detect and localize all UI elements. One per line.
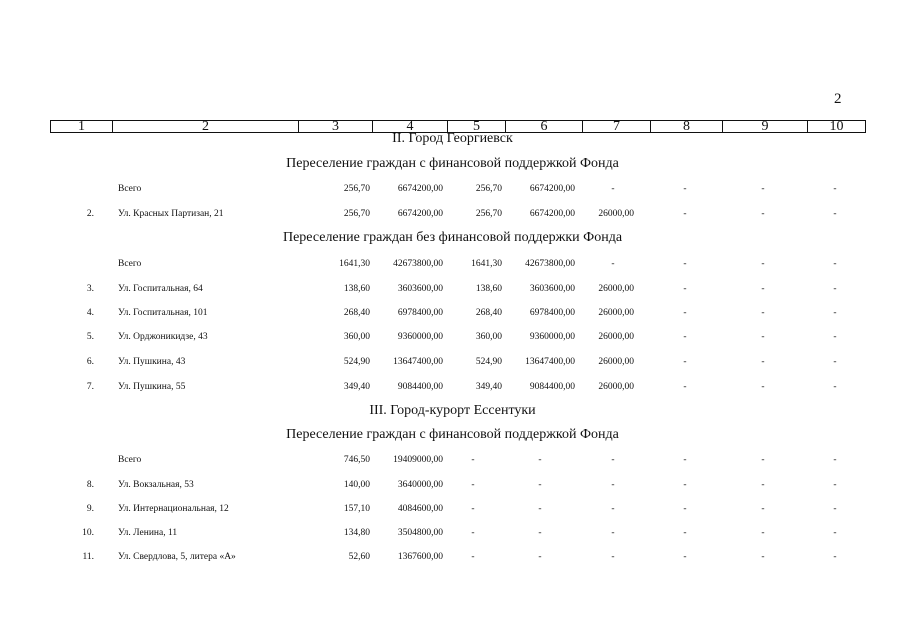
row-address: Ул. Вокзальная, 53 — [118, 480, 194, 490]
header-col-3: 3 — [299, 121, 373, 132]
header-col-8: 8 — [651, 121, 723, 132]
cell-col7: - — [611, 455, 615, 465]
cell-col10: - — [833, 332, 837, 342]
cell-col4: 19409000,00 — [393, 455, 443, 465]
cell-col4: 9360000,00 — [397, 332, 443, 342]
cell-col7: - — [611, 552, 615, 562]
row-number: 4. — [86, 308, 94, 318]
cell-col7: 26000,00 — [598, 209, 634, 219]
cell-col8: - — [683, 259, 687, 269]
cell-col5: 256,70 — [475, 184, 502, 194]
row-address: Ул. Свердлова, 5, литера «А» — [118, 552, 236, 562]
row-address: Ул. Госпитальная, 64 — [118, 284, 203, 294]
cell-col8: - — [683, 284, 687, 294]
cell-col7: - — [611, 184, 615, 194]
cell-col9: - — [761, 284, 765, 294]
cell-col6: - — [538, 480, 542, 490]
header-col-7: 7 — [583, 121, 651, 132]
cell-col8: - — [683, 504, 687, 514]
subsection-title: Переселение граждан с финансовой поддержкой Фонда — [286, 156, 619, 171]
cell-col8: - — [683, 528, 687, 538]
row-number: 7. — [86, 382, 94, 392]
header-col-10: 10 — [829, 119, 844, 134]
cell-col4: 1367600,00 — [397, 552, 443, 562]
cell-col10: - — [833, 284, 837, 294]
table-row — [0, 455, 905, 471]
cell-col10: - — [833, 184, 837, 194]
row-number: 5. — [86, 332, 94, 342]
cell-col3: 349,40 — [343, 382, 370, 392]
cell-col7: 26000,00 — [598, 332, 634, 342]
subsection-title: Переселение граждан без финансовой поддержки Фонда — [282, 230, 623, 245]
cell-col3: 746,50 — [343, 455, 370, 465]
cell-col10: - — [833, 382, 837, 392]
header-col-9: 9 — [723, 121, 808, 132]
cell-col10: - — [833, 552, 837, 562]
cell-col8: - — [683, 455, 687, 465]
cell-col5: 1641,30 — [471, 259, 502, 269]
cell-col6: 13647400,00 — [525, 357, 575, 367]
cell-col10: - — [833, 308, 837, 318]
cell-col6: 6674200,00 — [529, 184, 575, 194]
cell-col8: - — [683, 480, 687, 490]
cell-col9: - — [761, 552, 765, 562]
cell-col8: - — [683, 332, 687, 342]
row-number: 3. — [86, 284, 94, 294]
table-row — [0, 284, 905, 300]
cell-col6: 42673800,00 — [525, 259, 575, 269]
page-number: 2 — [834, 91, 842, 107]
cell-col4: 6674200,00 — [397, 209, 443, 219]
table-row — [0, 357, 905, 373]
cell-col7: - — [611, 504, 615, 514]
row-address: Ул. Интернациональная, 12 — [118, 504, 229, 514]
row-address: Ул. Красных Партизан, 21 — [118, 209, 224, 219]
cell-col10: - — [833, 480, 837, 490]
row-address: Ул. Госпитальная, 101 — [118, 308, 208, 318]
cell-col6: 3603600,00 — [529, 284, 575, 294]
cell-col7: 26000,00 — [598, 284, 634, 294]
table-row — [0, 528, 905, 544]
cell-col5: 360,00 — [475, 332, 502, 342]
cell-col8: - — [683, 357, 687, 367]
row-address: Ул. Орджоникидзе, 43 — [118, 332, 208, 342]
cell-col7: - — [611, 528, 615, 538]
cell-col9: - — [761, 184, 765, 194]
cell-col5: 268,40 — [475, 308, 502, 318]
cell-col4: 3640000,00 — [397, 480, 443, 490]
header-col-4: 4 — [373, 121, 448, 132]
cell-col9: - — [761, 332, 765, 342]
cell-col10: - — [833, 259, 837, 269]
cell-col9: - — [761, 209, 765, 219]
row-address: Ул. Пушкина, 55 — [118, 382, 186, 392]
cell-col3: 140,00 — [343, 480, 370, 490]
cell-col9: - — [761, 357, 765, 367]
cell-col8: - — [683, 184, 687, 194]
table-row — [0, 382, 905, 398]
cell-col10: - — [833, 209, 837, 219]
cell-col9: - — [761, 259, 765, 269]
cell-col5: - — [471, 504, 475, 514]
cell-col9: - — [761, 308, 765, 318]
cell-col8: - — [683, 209, 687, 219]
cell-col6: 9360000,00 — [529, 332, 575, 342]
cell-col3: 134,80 — [343, 528, 370, 538]
cell-col4: 6978400,00 — [397, 308, 443, 318]
table-row — [0, 504, 905, 520]
cell-col5: 256,70 — [475, 209, 502, 219]
row-address: Ул. Пушкина, 43 — [118, 357, 186, 367]
table-row — [0, 480, 905, 496]
cell-col9: - — [761, 455, 765, 465]
cell-col3: 157,10 — [343, 504, 370, 514]
cell-col10: - — [833, 504, 837, 514]
cell-col10: - — [833, 455, 837, 465]
row-number: 6. — [86, 357, 94, 367]
cell-col9: - — [761, 528, 765, 538]
cell-col5: - — [471, 455, 475, 465]
cell-col8: - — [683, 552, 687, 562]
cell-col7: 26000,00 — [598, 382, 634, 392]
row-number: 10. — [82, 528, 94, 538]
cell-col5: - — [471, 480, 475, 490]
table-row — [0, 308, 905, 324]
cell-col5: - — [471, 528, 475, 538]
subsection-title: Переселение граждан с финансовой поддержкой Фонда — [286, 427, 619, 442]
cell-col4: 6674200,00 — [397, 184, 443, 194]
row-number: 2. — [86, 209, 94, 219]
cell-col6: - — [538, 455, 542, 465]
section-title: III. Город-курорт Ессентуки — [369, 403, 536, 418]
cell-col7: - — [611, 259, 615, 269]
cell-col6: 6674200,00 — [529, 209, 575, 219]
cell-col5: 138,60 — [475, 284, 502, 294]
cell-col4: 4084600,00 — [397, 504, 443, 514]
cell-col7: 26000,00 — [598, 308, 634, 318]
cell-col3: 1641,30 — [339, 259, 370, 269]
cell-col3: 138,60 — [343, 284, 370, 294]
cell-col6: - — [538, 504, 542, 514]
cell-col6: 6978400,00 — [529, 308, 575, 318]
table-row — [0, 552, 905, 568]
table-row — [0, 259, 905, 275]
cell-col4: 42673800,00 — [393, 259, 443, 269]
row-number: 11. — [82, 552, 94, 562]
header-col-5: 5 — [448, 121, 506, 132]
cell-col9: - — [761, 382, 765, 392]
cell-col3: 360,00 — [343, 332, 370, 342]
cell-col6: - — [538, 552, 542, 562]
cell-col7: 26000,00 — [598, 357, 634, 367]
cell-col3: 256,70 — [343, 209, 370, 219]
cell-col4: 3603600,00 — [397, 284, 443, 294]
header-col-2: 2 — [113, 121, 299, 132]
cell-col5: 349,40 — [475, 382, 502, 392]
cell-col4: 13647400,00 — [393, 357, 443, 367]
cell-col6: - — [538, 528, 542, 538]
header-col-1: 1 — [51, 121, 113, 132]
cell-col3: 524,90 — [343, 357, 370, 367]
cell-col5: 524,90 — [475, 357, 502, 367]
section-title: II. Город Георгиевск — [392, 131, 513, 146]
cell-col4: 3504800,00 — [397, 528, 443, 538]
cell-col9: - — [761, 504, 765, 514]
row-address: Ул. Ленина, 11 — [118, 528, 178, 538]
cell-col8: - — [683, 382, 687, 392]
row-address: Всего — [118, 184, 142, 194]
row-address: Всего — [118, 455, 142, 465]
table-row — [0, 184, 905, 200]
cell-col8: - — [683, 308, 687, 318]
header-col-6: 6 — [506, 121, 583, 132]
cell-col6: 9084400,00 — [529, 382, 575, 392]
cell-col3: 268,40 — [343, 308, 370, 318]
cell-col7: - — [611, 480, 615, 490]
table-row — [0, 209, 905, 225]
cell-col3: 256,70 — [343, 184, 370, 194]
cell-col4: 9084400,00 — [397, 382, 443, 392]
cell-col3: 52,60 — [348, 552, 370, 562]
table-row — [0, 332, 905, 348]
row-number: 9. — [86, 504, 94, 514]
row-address: Всего — [118, 259, 142, 269]
cell-col10: - — [833, 528, 837, 538]
row-number: 8. — [86, 480, 94, 490]
cell-col5: - — [471, 552, 475, 562]
cell-col9: - — [761, 480, 765, 490]
cell-col10: - — [833, 357, 837, 367]
